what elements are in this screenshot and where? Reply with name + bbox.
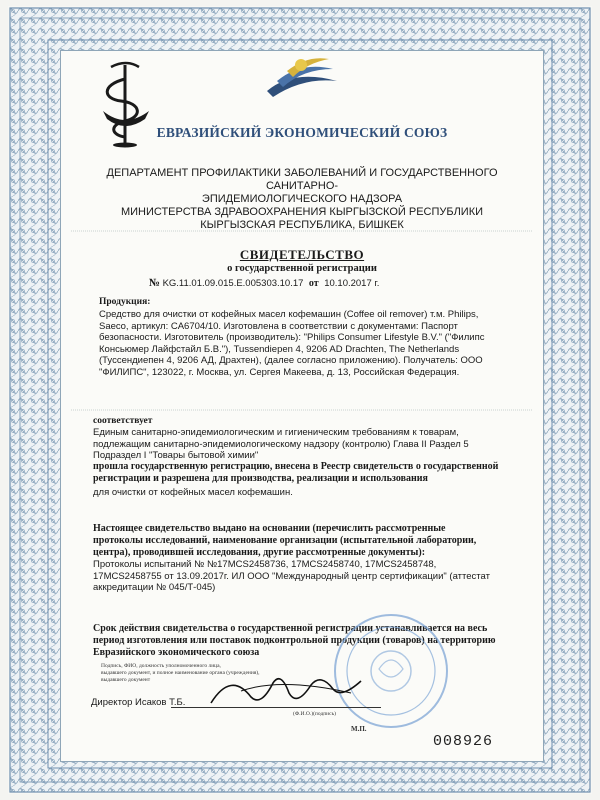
department-line: МИНИСТЕРСТВА ЗДРАВООХРАНЕНИЯ КЫРГЫЗСКОЙ РЕСПУБЛИКИ	[120, 206, 484, 218]
product-line: Saeco, артикул: CA6704/10. Изготовлена в соответствии с документами: Паспорт	[99, 320, 458, 332]
signature-caption-line: Подпись, ФИО, должность уполномоченного лица,	[101, 663, 221, 669]
department-heading	[71, 167, 533, 232]
number-label: №	[149, 277, 161, 289]
registration-statement	[93, 461, 533, 485]
basis-line: аккредитации № 045/Т-045)	[93, 582, 216, 593]
basis-label-line: центра), проводившей исследования, другие рассмотренные документы):	[93, 547, 426, 558]
signature-caption-line: выдавшего документ, и полное наименование органа (учреждения),	[101, 670, 260, 676]
product-label: Продукция:	[99, 297, 151, 307]
product-line: (Туссендиепен 4, 9206 АД, Драхтен), (далее согласно приложению). Получатель: ООО	[99, 355, 483, 366]
stamp-mark-label: М.П.	[351, 725, 367, 733]
conformity-text	[93, 427, 513, 462]
product-line: безопасности. Изготовитель (производитель): "Philips Consumer Lifestyle B.V." ("Филипс	[99, 332, 485, 343]
validity-line: период изготовления или поставок подконтрольной продукции (товаров) на территорию	[93, 635, 496, 646]
department-line: ДЕПАРТАМЕНТ ПРОФИЛАКТИКИ ЗАБОЛЕВАНИЙ И ГОСУДАРСТВЕННОГО САНИТАРНО-	[106, 167, 498, 192]
conformity-line: Единым санитарно-эпидемиологическим и гигиеническим требованиям к товарам,	[93, 427, 459, 438]
micro-print-line	[71, 407, 533, 413]
signature-caption-line: выдавшего документ	[101, 677, 151, 683]
conformity-label: соответствует	[93, 416, 153, 426]
certificate-title: СВИДЕТЕЛЬСТВО	[239, 247, 365, 262]
fio-caption: (Ф.И.О.)(подпись)	[293, 711, 336, 717]
product-line: Консьюмер Лайфстайл Б.В."), Tussendiepen 4, 9206 AD Drachten, The Netherlands	[99, 343, 460, 355]
conformity-line: подлежащим санитарно-эпидемиологическому надзору (контролю) Глава II Раздел 5	[93, 438, 469, 450]
micro-print-line	[71, 227, 533, 235]
department-line: КЫРГЫЗСКАЯ РЕСПУБЛИКА, БИШКЕК	[200, 219, 404, 231]
product-description	[99, 309, 511, 378]
basis-documents	[93, 559, 523, 594]
union-title: ЕВРАЗИЙСКИЙ ЭКОНОМИЧЕСКИЙ СОЮЗ	[156, 125, 448, 140]
product-line: Средство для очистки от кофейных масел кофемашин (Coffee oil remover) т.м. Philips,	[99, 309, 479, 320]
registration-line: прошла государственную регистрацию, внесена в Реестр свидетельств о государственной	[93, 461, 499, 472]
basis-label	[93, 523, 513, 559]
date-label: от	[308, 278, 319, 289]
basis-line: Протоколы испытаний № №17MCS2458736, 17MCS2458740, 17MCS2458748,	[93, 559, 437, 570]
certificate-subtitle: о государственной регистрации	[227, 263, 377, 274]
product-purpose: для очистки от кофейных масел кофемашин.	[93, 487, 293, 498]
registration-line: регистрации и разрешена для производства, реализации и использования	[93, 473, 428, 484]
handwritten-signature-icon	[201, 663, 371, 713]
serial-number: 008926	[433, 733, 494, 750]
certificate-number-line	[149, 277, 379, 289]
certificate-body	[60, 50, 544, 762]
validity-line: Срок действия свидетельства о государственной регистрации устанавливается на весь	[93, 623, 488, 634]
director-name: Директор Исаков Т.Б.	[91, 697, 186, 708]
product-line: "ФИЛИПС", 123022, г. Москва, ул. Сергея Макеева, д. 13, Российская Федерация.	[99, 366, 460, 378]
basis-label-line: Настоящее свидетельство выдано на основании (перечислить рассмотренные	[93, 523, 446, 534]
conformity-line: Подраздел I "Товары бытовой химии"	[93, 450, 259, 461]
validity-statement	[93, 623, 529, 659]
validity-line: Евразийского экономического союза	[93, 647, 260, 658]
eaeu-emblem-icon	[263, 51, 341, 107]
department-line: ЭПИДЕМИОЛОГИЧЕСКОГО НАДЗОРА	[201, 193, 403, 205]
certificate-page	[8, 6, 592, 794]
certificate-date: 10.10.2017 г.	[324, 278, 380, 289]
basis-label-line: протоколы исследований, наименование организации (испытательной лаборатории,	[93, 535, 477, 546]
basis-line: 17MCS2458755 от 13.09.2017г. ИЛ ООО "Международный центр сертификации" (аттестат	[93, 570, 490, 582]
certificate-number: KG.11.01.09.015.E.005303.10.17	[162, 278, 304, 289]
